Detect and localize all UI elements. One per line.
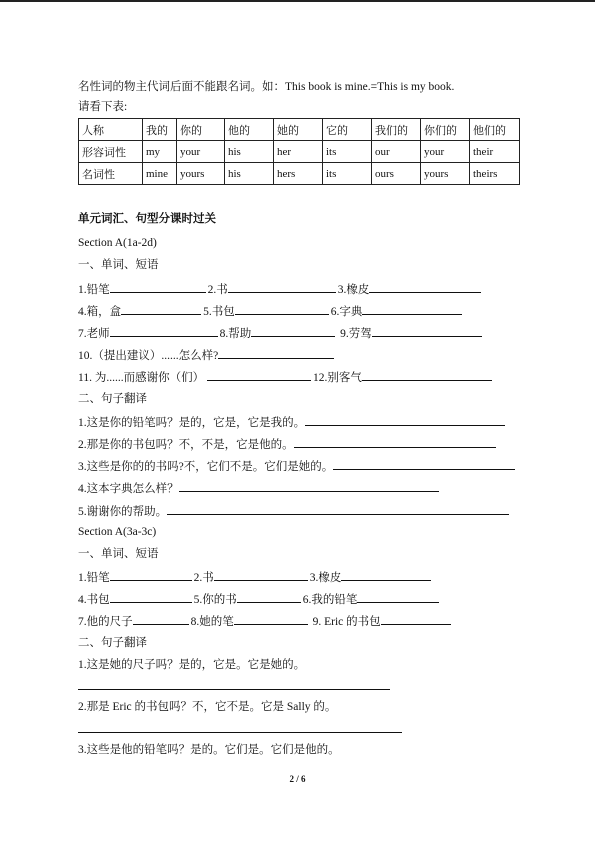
table-cell: mine — [143, 163, 177, 185]
table-cell: 你的 — [177, 119, 225, 141]
answer-blank[interactable] — [133, 613, 189, 625]
pronoun-table — [78, 118, 520, 185]
answer-line[interactable] — [78, 732, 402, 733]
table-cell: their — [470, 141, 520, 163]
vocab-row: 7.老师 8.帮助 9.劳驾 — [78, 325, 484, 341]
vocab-heading: 一、单词、短语 — [78, 259, 159, 271]
table-cell: hers — [274, 163, 323, 185]
answer-blank[interactable] — [237, 591, 301, 603]
table-cell: my — [143, 141, 177, 163]
answer-blank[interactable] — [207, 369, 311, 381]
table-cell: 它的 — [323, 119, 372, 141]
sentence-item: 3.这些是你的的书吗?不，它们不是。它们是她的。 — [78, 458, 517, 474]
table-cell: yours — [177, 163, 225, 185]
table-cell: its — [323, 163, 372, 185]
vocab-heading: 一、单词、短语 — [78, 548, 159, 560]
answer-blank[interactable] — [218, 347, 334, 359]
vocab-row: 4.箱，盒 5.书包 6.字典 — [78, 303, 464, 319]
vocab-row: 1.铅笔 2.书 3.橡皮 — [78, 569, 433, 585]
sentence-item: 5.谢谢你的帮助。 — [78, 503, 511, 519]
page-number: 2 / 6 — [289, 774, 306, 784]
table-cell: theirs — [470, 163, 520, 185]
answer-blank[interactable] — [167, 503, 509, 515]
answer-blank[interactable] — [235, 303, 329, 315]
sentence-item: 1.这是她的尺子吗？是的，它是。它是她的。 — [78, 659, 306, 671]
answer-blank[interactable] — [110, 281, 206, 293]
answer-blank[interactable] — [341, 569, 431, 581]
table-cell: your — [421, 141, 470, 163]
answer-blank[interactable] — [251, 325, 335, 337]
answer-blank[interactable] — [381, 613, 451, 625]
section-title: Section A(1a-2d) — [78, 237, 157, 249]
answer-blank[interactable] — [305, 414, 505, 426]
table-cell: our — [372, 141, 421, 163]
table-row — [79, 163, 520, 185]
table-cell: 他们的 — [470, 119, 520, 141]
sentence-item: 2.那是 Eric 的书包吗？不，它不是。它是 Sally 的。 — [78, 701, 337, 713]
answer-blank[interactable] — [110, 591, 192, 603]
table-cell: 人称 — [79, 119, 143, 141]
answer-blank[interactable] — [110, 325, 218, 337]
answer-blank[interactable] — [294, 436, 496, 448]
answer-blank[interactable] — [214, 569, 308, 581]
answer-blank[interactable] — [372, 325, 482, 337]
answer-blank[interactable] — [362, 303, 462, 315]
sentence-item: 3.这些是他的铅笔吗？是的。它们是。它们是他的。 — [78, 744, 340, 756]
vocab-row: 7.他的尺子 8.她的笔 9. Eric 的书包 — [78, 613, 453, 629]
sentence-item: 4.这本字典怎么样？ — [78, 480, 441, 496]
sentence-item: 1.这是你的铅笔吗？是的，它是，它是我的。 — [78, 414, 507, 430]
table-cell: yours — [421, 163, 470, 185]
vocab-row: 10.（提出建议）......怎么样? — [78, 347, 336, 363]
table-cell: 她的 — [274, 119, 323, 141]
answer-blank[interactable] — [234, 613, 308, 625]
table-cell: his — [225, 163, 274, 185]
answer-blank[interactable] — [228, 281, 336, 293]
answer-blank[interactable] — [179, 480, 439, 492]
answer-blank[interactable] — [362, 369, 492, 381]
table-cell: your — [177, 141, 225, 163]
answer-blank[interactable] — [110, 569, 192, 581]
translation-heading: 二、句子翻译 — [78, 637, 147, 649]
top-rule — [0, 0, 595, 2]
table-row — [79, 141, 520, 163]
answer-blank[interactable] — [357, 591, 439, 603]
table-row — [79, 119, 520, 141]
table-cell: 我的 — [143, 119, 177, 141]
table-cell: 我们的 — [372, 119, 421, 141]
sentence-item: 2.那是你的书包吗？不，不是，它是他的。 — [78, 436, 498, 452]
answer-blank[interactable] — [369, 281, 481, 293]
translation-heading: 二、句子翻译 — [78, 393, 147, 405]
answer-blank[interactable] — [333, 458, 515, 470]
vocab-row: 4.书包 5.你的书 6.我的铅笔 — [78, 591, 441, 607]
table-cell: his — [225, 141, 274, 163]
intro-note: 名性词的物主代词后面不能跟名词。如：This book is mine.=This is my book. — [78, 81, 455, 93]
table-cell: ours — [372, 163, 421, 185]
section-title: Section A(3a-3c) — [78, 526, 157, 538]
table-cell: 你们的 — [421, 119, 470, 141]
table-cell: its — [323, 141, 372, 163]
answer-line[interactable] — [78, 689, 390, 690]
table-cell: 名词性 — [79, 163, 143, 185]
table-cell: 形容词性 — [79, 141, 143, 163]
vocab-row: 1.铅笔 2.书 3.橡皮 — [78, 281, 483, 297]
answer-blank[interactable] — [121, 303, 201, 315]
vocab-row: 11. 为......而感谢你（们） 12.别客气 — [78, 369, 494, 385]
unit-title: 单元词汇、句型分课时过关 — [78, 213, 216, 225]
table-prompt: 请看下表: — [78, 101, 128, 113]
table-cell: 他的 — [225, 119, 274, 141]
table-cell: her — [274, 141, 323, 163]
